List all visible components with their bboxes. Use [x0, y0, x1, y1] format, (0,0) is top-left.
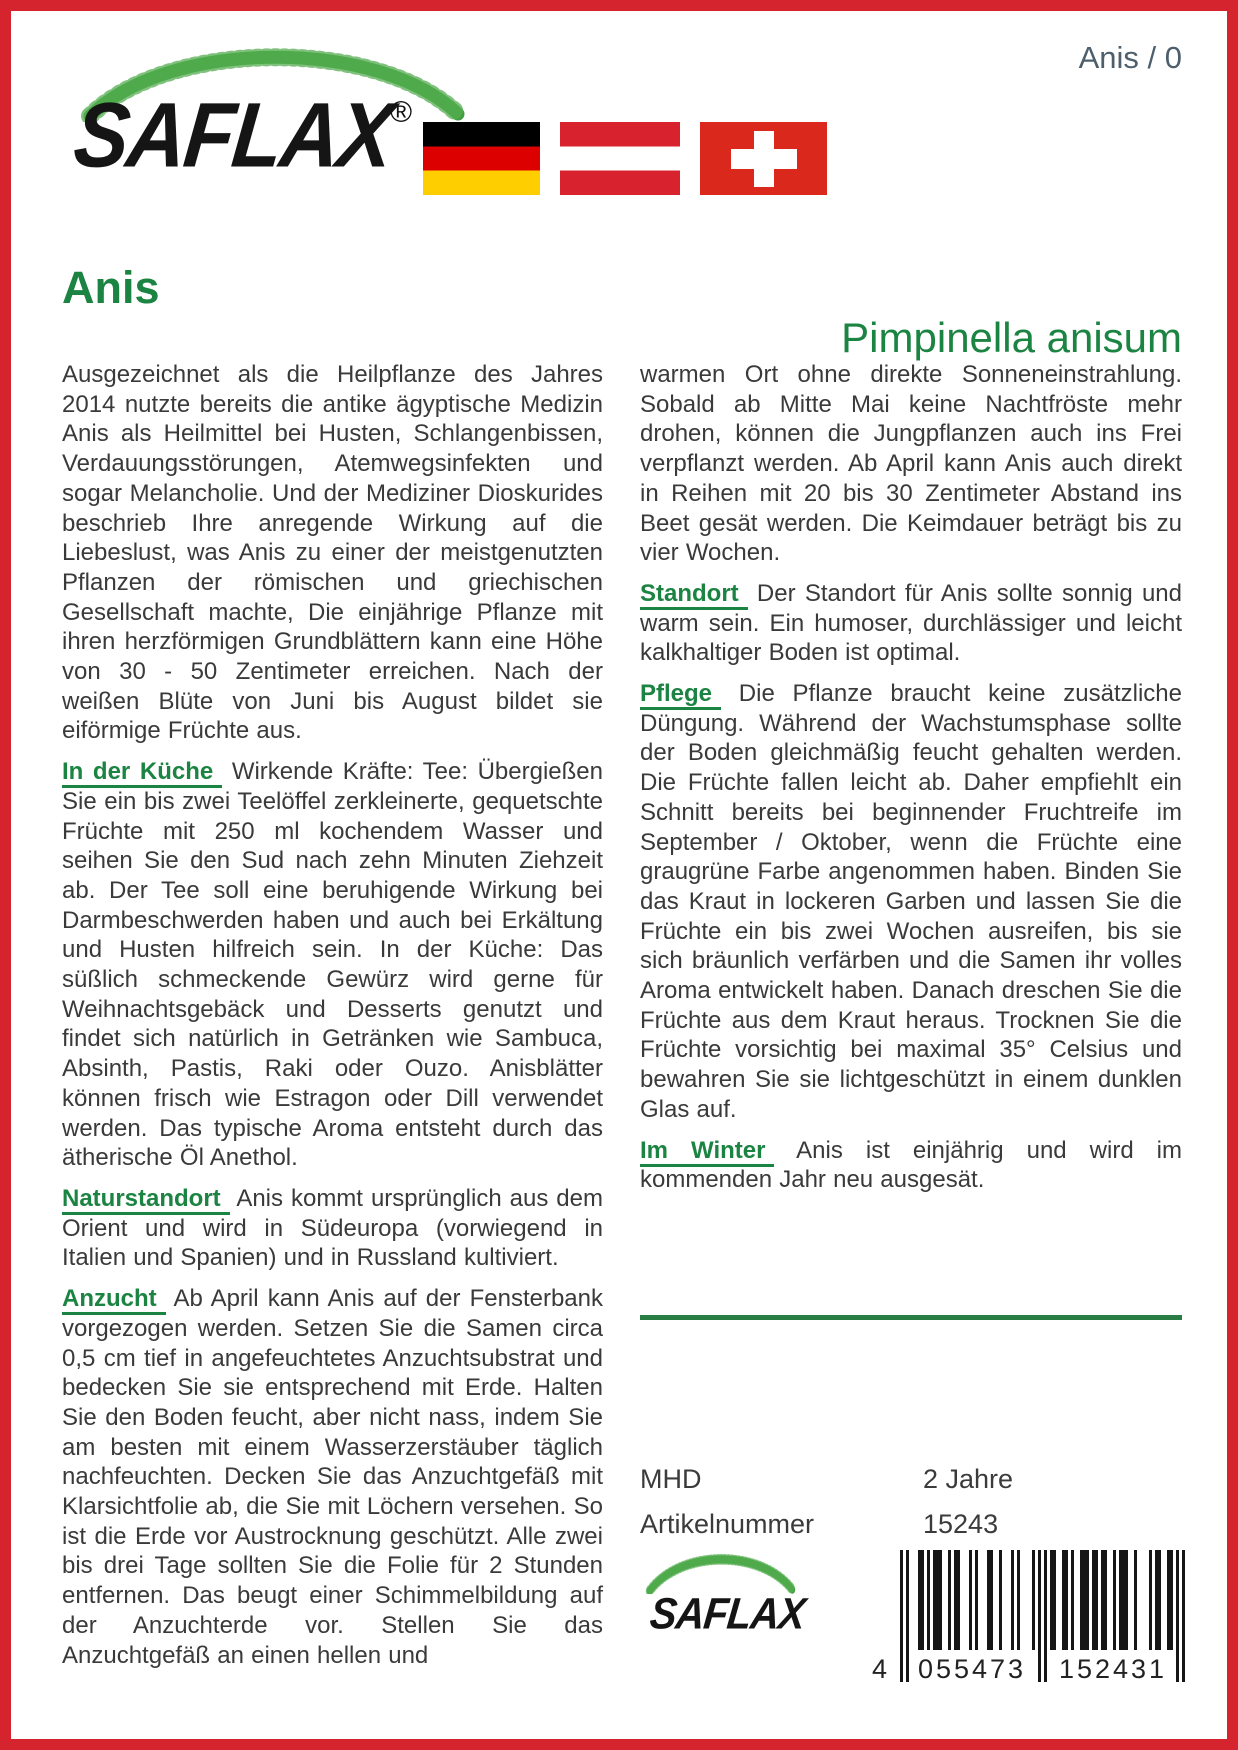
barcode-bar — [900, 1550, 903, 1682]
section-heading: Naturstandort — [62, 1185, 230, 1215]
barcode-bar — [948, 1550, 951, 1650]
section-heading: Pflege — [640, 680, 721, 710]
section-heading: Standort — [640, 580, 748, 610]
barcode-bar — [1125, 1550, 1128, 1650]
barcode-bar — [1044, 1550, 1047, 1682]
paragraph: Standort Der Standort für Anis sollte sonnig und warm sein. Ein humoser, durchlässiger und leicht kalkhaltiger Boden ist optimal. — [640, 579, 1182, 667]
barcode-bar — [1170, 1550, 1173, 1650]
barcode-bar — [1071, 1550, 1074, 1650]
paragraph: Naturstandort Anis kommt ursprünglich aus dem Orient und wird in Südeuropa (vorwiegend in Italien und Spanien) und in Russland kultiviert. — [62, 1184, 603, 1272]
section-heading: Anzucht — [62, 1285, 166, 1315]
paragraph: Anzucht Ab April kann Anis auf der Fensterbank vorgezogen werden. Setzen Sie die Samen circa 0,5 cm tief in angefeuchtetes Anzuchtsubstrat und bedecken Sie sie entsprechend mit Erde. Halten Sie den Boden feucht, aber nicht nass, indem Sie am besten mit einem Wasserzerstäuber täglich nachfeuchten. Decken Sie das Anzuchtgefäß mit Klarsichtfolie ab, die Sie mit Löchern versehen. So ist die Erde vor Austrocknung geschützt. Alle zwei bis drei Tage sollten Sie die Folie für 2 Stunden entfernen. Das beugt einer Schimmelbildung auf der Anzuchterde vor. Stellen Sie das Anzuchtgefäß an einen hellen und — [62, 1285, 603, 1669]
barcode-bar — [1113, 1550, 1116, 1650]
austria-flag-icon — [560, 122, 680, 195]
barcode-digit-group: 152431 — [1058, 1654, 1168, 1684]
detail-row — [640, 1464, 1182, 1509]
barcode-bar — [1182, 1550, 1185, 1682]
barcode-bar — [1038, 1550, 1041, 1682]
detail-value: 2 Jahre — [923, 1464, 1014, 1494]
barcode-bar — [1104, 1550, 1107, 1650]
product-details — [640, 1464, 1182, 1554]
paragraph: In der Küche Wirkende Kräfte: Tee: Übergießen Sie ein bis zwei Teelöffel zerkleinerte, gequetschte Früchte mit 250 ml kochendem Wasser und seihen Sie den Sud nach zehn Minuten Ziehzeit ab. Der Tee soll eine beruhigende Wirkung bei Darmbeschwerden haben und auch bei Erkältung und Husten hilfreich sein. In der Küche: Das süßlich schmeckende Gewürz wird gerne für Weihnachtsgebäck und Desserts genutzt und findet sich natürlich in Getränken wie Sambuca, Absinth, Pastis, Raki oder Ouzo. Anisblätter können frisch wie Estragon oder Dill verwendet werden. Das typische Aroma entsteht durch das ätherische Öl Anethol. — [62, 758, 603, 1172]
barcode-bar — [1032, 1550, 1035, 1650]
barcode-bar — [1176, 1550, 1179, 1682]
green-divider-line — [640, 1315, 1182, 1320]
latin-name: Pimpinella anisum — [841, 314, 1182, 361]
detail-label: Artikelnummer — [640, 1509, 815, 1539]
barcode-bar — [975, 1550, 978, 1650]
paragraph: warmen Ort ohne direkte Sonneneinstrahlung. Sobald ab Mitte Mai keine Nachtfröste mehr drohen, können die Jungpflanzen auch ins Frei verpflanzt werden. Ab April kann Anis auch direkt in Reihen mit 20 bis 30 Zentimeter Abstand ins Beet gesät werden. Die Keimdauer beträgt bis zu vier Wochen. — [640, 361, 1182, 567]
section-heading: Im Winter — [640, 1137, 774, 1167]
detail-label: MHD — [640, 1464, 702, 1494]
barcode-bar — [1095, 1550, 1098, 1650]
right-text-column — [640, 360, 1182, 1206]
section-heading: In der Küche — [62, 758, 222, 788]
barcode-bar — [1134, 1550, 1137, 1650]
saflax-arc-icon-small — [645, 1548, 797, 1594]
registered-trademark-icon: ® — [390, 96, 413, 129]
brand-wordmark: SAFLAX — [69, 84, 397, 187]
barcode-bar — [969, 1550, 972, 1650]
barcode-bar — [1086, 1550, 1089, 1650]
barcode-bar — [1011, 1550, 1014, 1650]
paragraph: Im Winter Anis ist einjährig und wird im kommenden Jahr neu ausgesät. — [640, 1136, 1182, 1194]
barcode-bar — [999, 1550, 1002, 1650]
switzerland-flag-icon — [700, 122, 827, 195]
barcode-bar — [990, 1550, 993, 1650]
barcode-bar — [1158, 1550, 1161, 1650]
barcode-bar — [921, 1550, 924, 1650]
brand-wordmark-small: SAFLAX — [647, 1589, 807, 1639]
barcode-bar — [927, 1550, 930, 1650]
paragraph: Pflege Die Pflanze braucht keine zusätzliche Düngung. Während der Wachstumsphase sollte der Boden gleichmäßig feucht gehalten werden. Die Früchte fallen leicht ab. Daher empfiehlt ein Schnitt bereits bei beginnender Fruchtreife im September / Oktober, wenn die Früchte eine graugrüne Farbe angenommen haben. Binden Sie das Kraut in lockeren Garben und lassen Sie die Früchte ein bis zwei Wochen ausreifen, bis sie sich bräunlich verfärben und die Samen ihr volles Aroma entwickelt haben. Danach dreschen Sie die Früchte aus dem Kraut heraus. Trocknen Sie die Früchte vorsichtig bei maximal 35° Celsius und bewahren Sie sie lichtgeschützt in einem dunklen Glas auf. — [640, 680, 1182, 1123]
barcode-digit-group: 4 — [872, 1654, 888, 1684]
barcode-bar — [957, 1550, 960, 1650]
germany-flag-icon — [423, 122, 540, 195]
detail-value: 15243 — [923, 1509, 999, 1539]
barcode-bar — [1149, 1550, 1152, 1650]
left-text-column — [62, 360, 603, 1681]
ean-barcode — [870, 1550, 1200, 1695]
barcode-bar — [939, 1550, 942, 1650]
paragraph: Ausgezeichnet als die Heilpflanze des Jahres 2014 nutzte bereits die antike ägyptische Medizin Anis als Heilmittel bei Husten, Schlangenbissen, Verdauungsstörungen, Atemwegsinfekten und sogar Melancholie. Und der Mediziner Dioskurides beschrieb Ihre anregende Wirkung auf die Liebeslust, was Anis zu einer der meistgenutzten Pflanzen der römischen und griechischen Gesellschaft machte, Die einjährige Pflanze mit ihren herzförmigen Grundblättern kann eine Höhe von 30 - 50 Zentimeter erreichen. Nach der weißen Blüte von Juni bis August bildet sie eiförmige Früchte aus. — [62, 361, 603, 745]
page-title: Anis — [62, 262, 160, 313]
barcode-bar — [1065, 1550, 1068, 1650]
variety-code: Anis / 0 — [1078, 40, 1182, 75]
barcode-bar — [1017, 1550, 1020, 1650]
barcode-digit-group: 055473 — [917, 1654, 1027, 1684]
barcode-bar — [1053, 1550, 1056, 1650]
